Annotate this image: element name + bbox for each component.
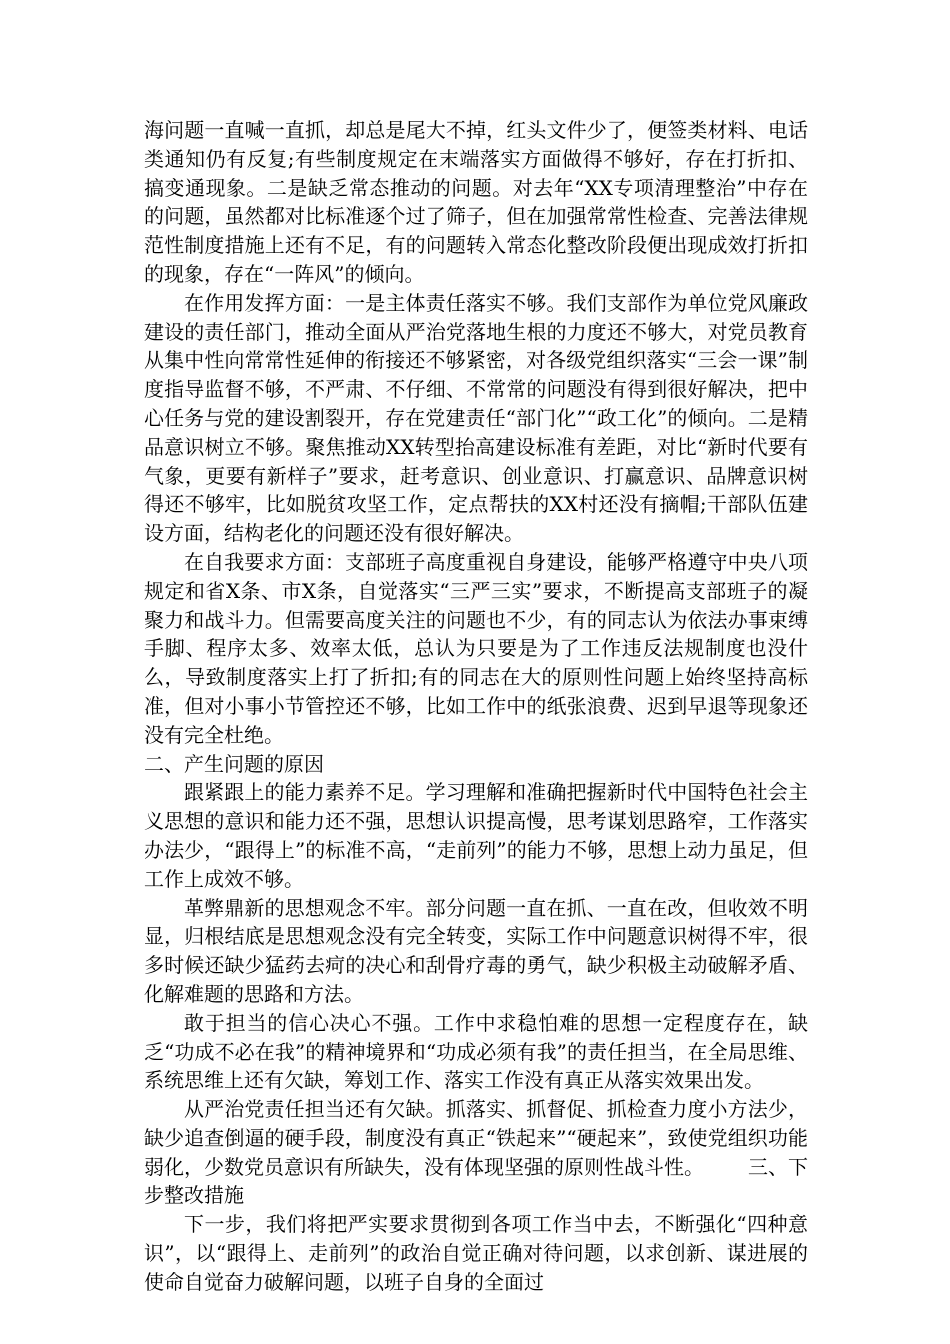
- paragraph-self-requirement: 在自我要求方面：支部班子高度重视自身建设，能够严格遵守中央八项规定和省X条、市X条，自觉落实“三严三实”要求，不断提高支部班子的凝聚力和战斗力。但需要高度关注的问题也不少，有的同志认为依法办事束缚手脚、程序太多、效率太低，总认为只要是为了工作违反法规制度也没什么，导致制度落实上打了折扣;有的同志在大的原则性问题上始终坚持高标准，但对小事小节管控还不够，比如工作中的纸张浪费、迟到早退等现象还没有完全杜绝。: [144, 549, 808, 747]
- section-heading-causes: 二、产生问题的原因: [144, 751, 324, 776]
- paragraph-cause-responsibility: 敢于担当的信心决心不强。工作中求稳怕难的思想一定程度存在，缺乏“功成不必在我”的精神境界和“功成必须有我”的责任担当，在全局思维、系统思维上还有欠缺，筹划工作、落实工作没有真正从落实效果出发。: [144, 1010, 808, 1093]
- paragraph-cause-party-governance-text: 从严治党责任担当还有欠缺。抓落实、抓督促、抓检查力度小方法少，缺少追查倒逼的硬手段，制度没有真正“铁起来”“硬起来”，致使党组织功能弱化，少数党员意识有所缺失，没有体现坚强的原则性战斗性。: [144, 1097, 808, 1179]
- paragraph-role-performance: 在作用发挥方面：一是主体责任落实不够。我们支部作为单位党风廉政建设的责任部门，推动全面从严治党落地生根的力度还不够大，对党员教育从集中性向常常性延伸的衔接还不够紧密，对各级党组织落实“三会一课”制度指导监督不够，不严肃、不仔细、不常常的问题没有得到很好解决，把中心任务与党的建设割裂开，存在党建责任“部门化”“政工化”的倾向。二是精品意识树立不够。聚焦推动XX转型抬高建设标准有差距，对比“新时代要有气象，更要有新样子”要求，赶考意识、创业意识、打赢意识、品牌意识树得还不够牢，比如脱贫攻坚工作，定点帮扶的XX村还没有摘帽;干部队伍建设方面，结构老化的问题还没有很好解决。: [144, 290, 808, 546]
- paragraph-cause-ability: 跟紧跟上的能力素养不足。学习理解和准确把握新时代中国特色社会主义思想的意识和能力还不强，思想认识提高慢，思考谋划思路窄，工作落实办法少，“跟得上”的标准不高，“走前列”的能力不够，思想上动力虽足，但工作上成效不够。: [144, 780, 808, 891]
- paragraph-continuation: 海问题一直喊一直抓，却总是尾大不掉，红头文件少了，便签类材料、电话类通知仍有反复;有些制度规定在末端落实方面做得不够好，存在打折扣、搞变通现象。二是缺乏常态推动的问题。对去年“XX专项清理整治”中存在的问题，虽然都对比标准逐个过了筛子，但在加强常常性检查、完善法律规范性制度措施上还有不足，有的问题转入常态化整改阶段便出现成效打折扣的现象，存在“一阵风”的倾向。: [144, 118, 808, 286]
- paragraph-next-steps: 下一步，我们将把严实要求贯彻到各项工作当中去，不断强化“四种意识”，以“跟得上、走前列”的政治自觉正确对待问题，以求创新、谋进展的使命自觉奋力破解问题，以班子自身的全面过: [144, 1212, 808, 1294]
- paragraph-cause-party-governance: [144, 1095, 808, 1210]
- document-page: [144, 116, 808, 1297]
- paragraph-cause-mindset: 革弊鼎新的思想观念不牢。部分问题一直在抓、一直在改，但收效不明显，归根结底是思想观念没有完全转变，实际工作中问题意识树得不牢，很多时候还缺少猛药去疴的决心和刮骨疗毒的勇气，缺少积极主动破解矛盾、化解难题的思路和方法。: [144, 895, 808, 1006]
- section-heading-measures: 三、下步整改措施: [144, 1154, 808, 1208]
